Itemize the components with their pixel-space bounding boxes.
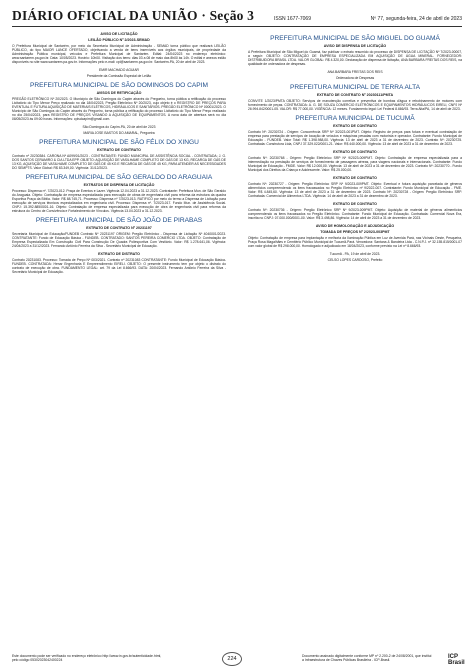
document-page xyxy=(12,6,465,666)
footer-signature-text: Documento assinado digitalmente conforme MP nº 2.200-2 de 24/08/2001, que institui a Infraestrutura de Chaves Públicas Brasileira - ICP-Brasil. xyxy=(302,654,432,662)
signature-role: CELSO LOPES CARDOSO, Prefeito xyxy=(327,258,383,262)
notice-block xyxy=(12,139,226,170)
notice-block xyxy=(248,176,462,198)
notice-block xyxy=(248,84,462,111)
notice-title: AVISOS DE RETIFICAÇÃO xyxy=(96,91,142,95)
notice-title: EXTRATO DE CONTRATO Nº 20231197 xyxy=(86,226,152,230)
notice-block xyxy=(248,150,462,172)
section-heading: PREFEITURA MUNICIPAL DE SÃO FÉLIX DO XINGU xyxy=(39,139,199,146)
notice-title: EXTRATOS DE DISPENSA DE LICITAÇÃO xyxy=(83,183,155,187)
notice-subtitle: LEILÃO PÚBLICO Nº 2/2023-SEMAD xyxy=(88,38,150,42)
notice-body: CONVITE 1/2023/PMTA OBJETO: Serviços de manutenção corretiva e preventiva de bombas d'água e rebobinamento de motores com fornecimento de peças. CONTRATADA: A. G. DE SOUZA COMERCIO ELETRÔNICOS E EQUIPAMENTOS HIDRÁULICOS EIRELI, CNPJ Nº 26.994.842/0001-05. VALOR: R$ 77.000,00. VIGÊNCIA: 12 meses. Fundamento legal: Lei Federal 8.666/93. Terra Alta/PA, 14 de abril de 2023. xyxy=(248,99,462,111)
notice-block xyxy=(12,32,226,64)
notice-title: EXTRATO DE CONTRATO xyxy=(333,124,377,128)
notice-body: Contrato nº 20230384. CARONA Nº A099/01/2023 - CONTRATANTE: FUNDO MUNICIPAL DE ASSISTÊNCIA SOCIAL - CONTRATADA: J. G. DOS SANTOS CERAMIRO & CIA LTDA EPP. OBJETO: AQUISIÇÃO DE VASILHAME COMPLETO DE GÁS DE 13 KG, RECARGA DE GÁS DE 13 KG, AQUISIÇÃO DE VASILHAME COMPLETO DE GÁS DE 45 KG E RECARGA DE GÁS DE 45 KG, PARA ATENDER AS NECESSIDADES DO SEMPTS. Valor Global: R$ 83.349,00. Vigência: 31/12/2023. xyxy=(12,154,226,170)
issue-info: Nº 77, segunda-feira, 24 de abril de 2023 xyxy=(370,16,462,22)
notice-body: PREGÃO ELETRÔNICO Nº 20/2023. O Município de São Domingos do Capim através do Pregoeiro, torna pública a retificação do processo Licitatório do Tipo Menor Preço realizado no dia 18/04/2023, Pregão Eletrônico Nº 20/2023, cujo objeto é o REGISTRO DE PREÇOS PARA EVENTUAL E FUTURA AQUISIÇÃO DE MATERIAIS ELÉTRICOS, HIDRÁULICOS E SANITÁRIOS. PREGÃO ELETRÔNICO Nº 00001/2023. O Município de São Domingos do Capim através do Pregoeiro, torna pública a retificação do processo Licitatório do Tipo Menor Preço realizado no dia 25/04/2023, para REGISTRO DE PREÇOS VISANDO A AQUISIÇÃO DE EQUIPAMENTOS. A nova data de abertura será no dia 08/05/2023 às 09:00 horas. Informações: cplsdcapim@gmail.com. xyxy=(12,97,226,121)
notice-block xyxy=(248,70,462,80)
notice-title: AVISO DE LICITAÇÃO xyxy=(100,32,138,36)
notice-title: EXTRATO DE CONTRATO Nº 20230111/PMTA xyxy=(316,93,394,97)
notice-block xyxy=(12,125,226,135)
notice-block xyxy=(248,115,462,146)
notice-block xyxy=(248,224,462,248)
footer-verification-text: Este documento pode ser verificado no endereço eletrônico http://www.in.gov.br/autenticidade.html, pelo código 05302023042400224 xyxy=(12,654,162,662)
notice-title: EXTRATO DE DISTRATO xyxy=(98,252,140,256)
signature-name: EMIR MACHADO AGUIAR xyxy=(99,68,139,72)
notice-title: AVISO DE DISPENSA DE LICITAÇÃO xyxy=(323,44,387,48)
section-heading: PREFEITURA MUNICIPAL DE TUCUMÃ xyxy=(295,115,415,122)
notice-body: Contrato Nº: 20230768 - Origem: Pregão Eletrônico SRP Nº 9/2023-009PMT. Objeto: Contratação de empresa especializada para a intermediação na prestação de serviços de fornecimento de passagens aéreas, para viagens nacionais e internacionais. Contratante: Fundo Municipal de Educação - FMDE. Valor: R$ 12.000,00. Vigência: 13 de abril de 2023 a 31 de dezembro de 2023. Contrato Nº: 20230770 - Fundo Municipal dos Direitos da Criança e Adolescente. Valor: R$ 25.000,00. xyxy=(248,156,462,172)
notice-body: A Prefeitura Municipal de São Miguel do Guamá, faz publicar o extrato resumido do processo de DISPENSA DE LICITAÇÃO Nº 7/2023-00007, a seguir: OBJETO: CONTRATAÇÃO DE EMPRESA ESPECIALIZADA EM AQUISIÇÃO DE ÁGUA MINERAL. FORNECEDOR: DISTRIBUIDORA BRASIL LTDA. VALOR GLOBAL: R$ 4.320,00. Declaração de dispensa de licitação, ANA BARBARA FREITAS DOS REIS, na qualidade de ordenadora de despesas. xyxy=(248,50,462,66)
signature-name: Tucumã - PA, 19 de abril de 2023. xyxy=(329,252,381,256)
section-heading: PREFEITURA MUNICIPAL DE TERRA ALTA xyxy=(289,84,421,91)
signature-name: ANA BARBARA FREITAS DOS REIS xyxy=(327,70,383,74)
icp-brasil-logo: ICP Brasil xyxy=(448,654,465,666)
notice-body: Secretaria Municipal de Educação/FUNDEB Contrato Nº 20231197 ORIGEM: Pregão Eletrônico - Dispensa de Licitação Nº 4040001/2023. CONTRATANTE: Fundo de Educação Básica - FUNDEB. CONTRATADO: SANTOS PEREIRA COMERCIO LTDA. OBJETO: Contratação de Empresa Especializada Em Construção Civil Para Construção De Quadra Poliesportiva Com Vestiário. Valor: R$ 1.278.641,06. Vigência: 24/04/2023 a 31/12/2023. Fernando Antônio Ferreira da Silva - Secretário Municipal de Educação. xyxy=(12,232,226,248)
section-heading: PREFEITURA MUNICIPAL DE SÃO MIGUEL DO GUAMÁ xyxy=(270,35,440,42)
notice-block xyxy=(248,252,462,262)
right-column xyxy=(248,32,462,266)
signature-role: Presidente da Comissão Especial de Leilão xyxy=(86,74,152,78)
header-rule xyxy=(12,26,462,27)
page-header xyxy=(12,6,462,24)
notice-block xyxy=(12,174,226,213)
page-footer xyxy=(12,652,465,666)
signature-role: Ordenadora de Despesas xyxy=(335,76,375,80)
notice-title: EXTRATO DE CONTRATO xyxy=(97,148,141,152)
journal-title: DIÁRIO OFICIAL DA UNIÃO · Seção 3 xyxy=(12,8,255,23)
section-heading: PREFEITURA MUNICIPAL DE SÃO JOÃO DE PIRABAS xyxy=(35,217,203,224)
left-column xyxy=(12,32,226,278)
notice-body: O Prefeitura Municipal de Santarém, por meio da Secretaria Municipal de Administração - SEMAD torna público que realizará LEILÃO PÚBLICO, do tipo MAIOR LANCE OFERTADO, objetivando a venda de bens inservíveis aos órgãos municipais, de propriedade da Administração Pública municipal, veículos e Prefeitura Municipal de Santarém. Edital: 24/04/2023 no endereço eletrônico: www.santarem.pa.gov.br. Data: 10/05/2023. Horário: 10h00. Visitação dos bens: dias 03 a 08 de maio das 8h00 às 14h. O edital e anexos estão disponíveis no site www.santarem.pa.gov.br. Informações pelo e-mail: cpl@santarem.pa.gov.br. Santarém-PA, 20 de abril de 2023. xyxy=(12,44,226,64)
notice-body: Contrato Nº: 20230724 - Origem: Concorrência SRP Nº 3/2023-001PMT. Objeto: Registro de preços para futura e eventual contratação de empresa para prestação de serviços de locação de veículos e máquinas pesadas com motorista e operador. Contratante: Fundo Municipal de Educação - FUNDEB. Valor Total: R$ 1.398.988,00. Vigência: 13 de abril de 2023 a 31 de dezembro de 2023. Contrato Nº: 20230725. Contratada: Construtora Ltda, CNPJ 37.329.022/0001-21. Valor: R$ 440.000,00. Vigência: 13 de abril de 2023 a 31 de dezembro de 2023. xyxy=(248,130,462,146)
section-heading: PREFEITURA MUNICIPAL DE SÃO DOMINGOS DO CAPIM xyxy=(29,82,209,89)
section-heading: PREFEITURA MUNICIPAL DE SÃO GERALDO DO ARAGUAIA xyxy=(25,174,213,181)
notice-body: Objeto: Contratação de empresa para implantação e melhoria da Iluminação Pública em Luz de Avenida Pará, nas Vicinais Oeste, Pesqueira, Praça Rosa Magalhães e Cemitério Público Municipal de Tucumã-Pará. Vencedora: Santana & Bandeira Ltda - C.N.P.J. nº 32.155.815/0001-07 com valor global de R$ 298.000,00. Homologado e adjudicado em 18/04/2023, conforme previsto na Lei nº 8.666/93. xyxy=(248,236,462,248)
issn-label: ISSN 1677-7069 xyxy=(274,16,311,22)
notice-body: Contrato Nº: 20230727 - Origem: Pregão Eletrônico SRP Nº 9/2023-009PMT. Objeto: Eventual e futura aquisição parcelada de gêneros alimentícios compreendendo os itens fracassados no Pregão Eletrônico nº 9/2022-007. Contratante: Fundo Municipal de Educação - FME. Valor: R$ 4.845,60. Vigência: 13 de abril de 2023 a 31 de dezembro de 2023. Contrato Nº: 20230728 - Origem: Pregão Eletrônico SRP. Contratada: Comercial de Alimentos LTDA. Vigência: 14 de abril de 2023 a 31 de dezembro de 2023. xyxy=(248,182,462,198)
notice-title: EXTRATO DE CONTRATO xyxy=(333,202,377,206)
notice-title: EXTRATO DE CONTRATO xyxy=(333,176,377,180)
notice-block xyxy=(12,68,226,78)
notice-subtitle: TOMADA DE PREÇOS Nº 2/2023-003PMT xyxy=(320,230,390,234)
signature-name: São Domingos do Capim-PA, 20 de abril de 2023 xyxy=(82,125,156,129)
notice-title: EXTRATO DE CONTRATO xyxy=(333,150,377,154)
notice-block xyxy=(12,82,226,121)
notice-body: Contrato 20231083. Processo: Tomada de Preço Nº 003/2021. Contrato nº 20231083 CONTRATANTE: Fundo Municipal de Educação Básica-FUNDEB. CONTRATADA: Henar Engenharia E Empreendimento EIRELI. OBJETO: O presente instrumento tem por objeto o distrato do contrato de execução de obra. FUNDAMENTO LEGAL: art. 79 da Lei 8.666/93. DATA: 20/04/2023. Fernando Antônio Ferreira da Silva - Secretário Municipal de Educação. xyxy=(12,258,226,274)
notice-block xyxy=(12,252,226,274)
notice-block xyxy=(248,35,462,66)
notice-block xyxy=(12,217,226,248)
notice-block xyxy=(248,202,462,220)
notice-body: Processo: Dispensa nº. 7/2023-012. Praça de Eventos e Lazer. Vigência 12.04.2023 a 31.12.2023. Contratante: Prefeitura Mun. de São Geraldo do Araguaia. Objeto: Contratação de empresa especializada para execução de obras de engenharia civil para reforma da estrutura da quadra Esportiva Praça da Bíblia. Valor: R$ 88.745,71. Processo: Dispensa nº 7/2023-013. RATIFICO por meio do termo a Dispensa de Licitação para execução de serviços técnicos especializados em engenharia civil. Processo: Dispensa nº. 7/2023-017. Fundo Mun. de Assistência Social. CNPJ: 15.392.885/0001-16. Objeto: Contratação de empresa especializada para execução de obra de engenharia civil para reforma da estrutura do Centro de Convivência e Fortalecimento de Vínculos. Vigência 13.04.2023 a 31.12.2023. xyxy=(12,189,226,213)
notice-body: Contrato Nº: 20230736 - Origem: Pregão Eletrônico SRP Nº 9/2023-009PMT. Objeto: Aquisição de material de gêneros alimentícios compreendendo os itens fracassados no Pregão Eletrônico. Contratante: Fundo Municipal de Educação. Contratada: Comercial Nova Era, inscrita no CNPJ: 07.000.000/0001-00. Valor: R$ 3.498,86. Vigência: 14 de abril de 2023 a 31 de dezembro de 2023. xyxy=(248,208,462,220)
notice-title: AVISO DE HOMOLOGAÇÃO E ADJUDICAÇÃO xyxy=(315,224,395,228)
page-number: 224 xyxy=(222,652,242,666)
signature-role: MARIA JOSE BASTOS DO AMARAL, Pregoeira xyxy=(83,131,155,135)
